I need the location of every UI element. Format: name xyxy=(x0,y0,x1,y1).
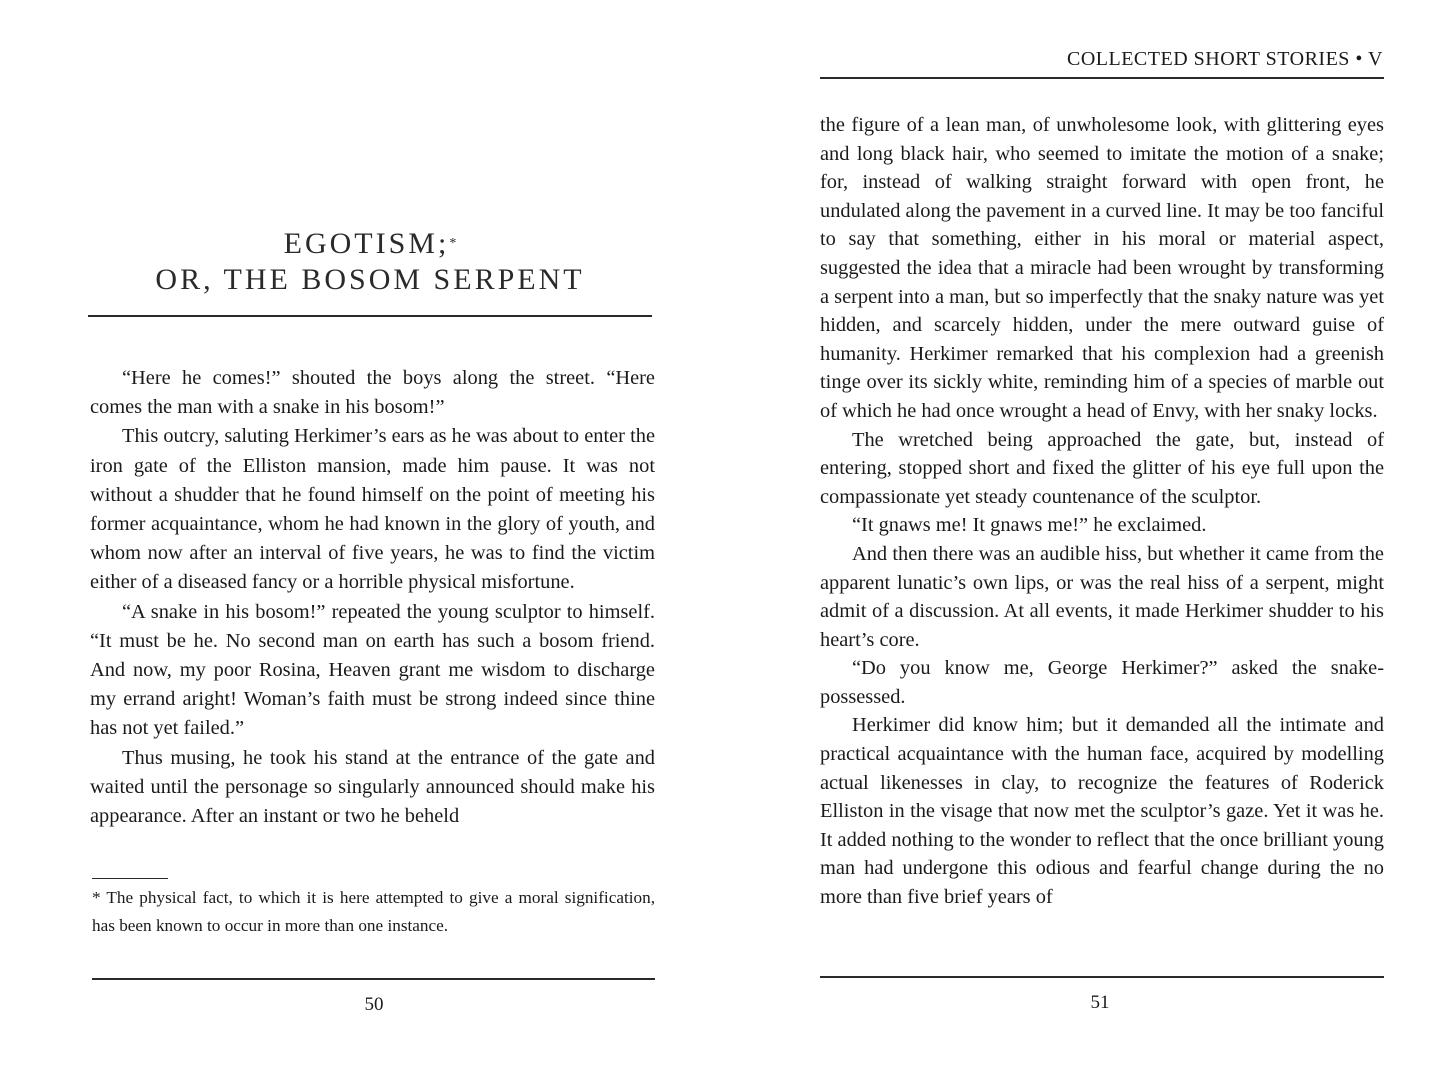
running-head: COLLECTED SHORT STORIES • V xyxy=(1067,48,1383,70)
page-number: 50 xyxy=(364,994,384,1015)
title-rule xyxy=(88,315,652,317)
paragraph: “Do you know me, George Herkimer?” asked the snake-possessed. xyxy=(820,657,1384,708)
chapter-title-line2: OR, THE BOSOM SERPENT xyxy=(155,263,585,296)
right-body-text xyxy=(820,111,1384,912)
left-body-text xyxy=(90,364,655,831)
chapter-title-line1 xyxy=(88,226,652,262)
paragraph: Herkimer did know him; but it demanded all the intimate and practical acquaintance with the human face, acquired by modelling actual likenesses in clay, to recognize the features of Roderick Elliston in the visage that now met the sculptor’s gaze. Yet it was he. It added nothing to the wonder to reflect that the once brilliant young man had undergone this odious and fearful change during the no more than five brief years of xyxy=(820,714,1384,909)
chapter-title-main: EGOTISM; xyxy=(283,227,450,260)
paragraph: The wretched being approached the gate, but, instead of entering, stopped short and fixed the glitter of his eye full upon the compassionate yet steady countenance of the sculptor. xyxy=(820,428,1384,508)
title-footnote-mark: * xyxy=(449,236,457,251)
paragraph: And then there was an audible hiss, but whether it came from the apparent lunatic’s own lips, or was the real hiss of a serpent, might admit of a discussion. At all events, it made Herkimer shudder to his heart’s core. xyxy=(820,542,1384,651)
paragraph: the figure of a lean man, of unwholesome look, with glittering eyes and long black hair, who seemed to imitate the motion of a snake; for, instead of walking straight forward with open front, he undulated along the pavement in a curved line. It may be too fanciful to say that something, either in his moral or material aspect, suggested the idea that a miracle had been wrought by transforming a serpent into a man, but so imperfectly that the snaky nature was yet hidden, and scarcely hidden, under the mere outward guise of humanity. Herkimer remarked that his complexion had a greenish tinge over its sickly white, reminding him of a species of marble out of which he had once wrought a head of Envy, with her snaky locks. xyxy=(820,114,1384,422)
page-number: 51 xyxy=(1090,992,1110,1013)
footer-rule xyxy=(92,978,655,980)
header-rule xyxy=(820,77,1384,79)
paragraph: This outcry, saluting Herkimer’s ears as he was about to enter the iron gate of the Elliston mansion, made him pause. It was not without a shudder that he found himself on the point of meeting his former acquaintance, whom he had known in the glory of youth, and whom now after an interval of five years, he was to find the victim either of a diseased fancy or a horrible physical misfortune. xyxy=(90,425,655,594)
paragraph: “A snake in his bosom!” repeated the young sculptor to himself. “It must be he. No second man on earth has such a bosom friend. And now, my poor Rosina, Heaven grant me wisdom to discharge my errand aright! Woman’s faith must be strong indeed since thine has not yet failed.” xyxy=(90,600,655,740)
paragraph: Thus musing, he took his stand at the entrance of the gate and waited until the personage so singularly announced should make his appearance. After an instant or two he beheld xyxy=(90,746,655,828)
footnote: * The physical fact, to which it is here attempted to give a moral signification, has been known to occur in more than one instance. xyxy=(92,888,655,935)
footnote-rule xyxy=(92,878,168,879)
left-page xyxy=(0,0,727,1080)
paragraph: “Here he comes!” shouted the boys along the street. “Here comes the man with a snake in his bosom!” xyxy=(90,367,655,419)
footer-rule xyxy=(820,976,1384,978)
chapter-title xyxy=(88,226,652,298)
paragraph: “It gnaws me! It gnaws me!” he exclaimed. xyxy=(852,514,1207,537)
right-page xyxy=(727,0,1455,1080)
